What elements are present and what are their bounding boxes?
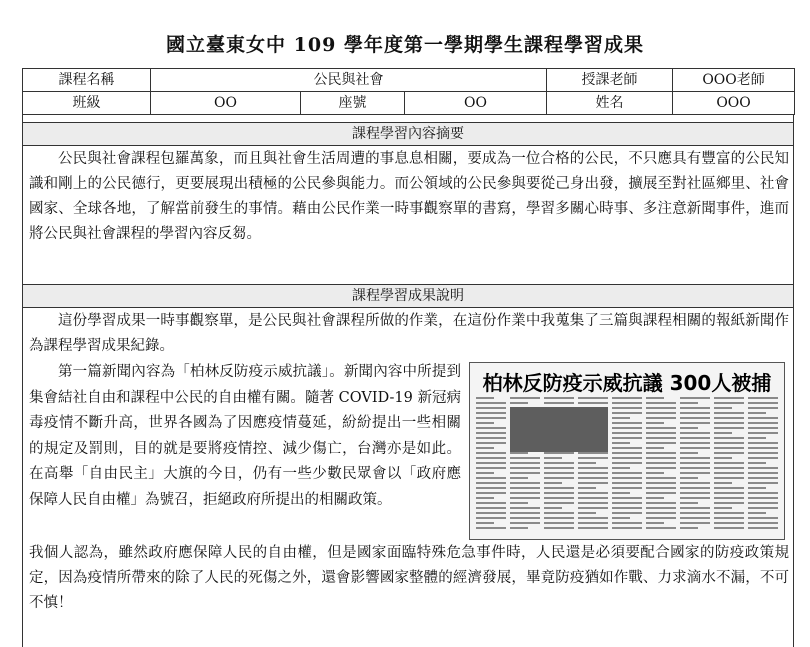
clipping-text-line [476, 527, 506, 529]
clipping-text-line [476, 457, 506, 459]
summary-heading: 課程學習內容摘要 [23, 122, 793, 146]
page-title: 國立臺東女中 109 學年度第一學期學生課程學習成果 [166, 34, 644, 56]
clipping-text-line [612, 407, 642, 409]
clipping-text-line [578, 487, 596, 489]
clipping-text-line [544, 477, 574, 479]
clipping-text-line [748, 432, 778, 434]
clipping-text-line [748, 422, 778, 424]
clipping-text-line [748, 467, 778, 469]
class-value: OO [151, 92, 301, 115]
clipping-text-line [714, 517, 744, 519]
clipping-text-line [476, 442, 506, 444]
clipping-text-line [748, 472, 778, 474]
clipping-text-line [612, 482, 642, 484]
clipping-body-text [476, 397, 778, 533]
clipping-text-line [748, 402, 778, 404]
clipping-text-line [714, 432, 732, 434]
teacher-label: 授課老師 [547, 69, 673, 92]
student-name-label: 姓名 [547, 92, 673, 115]
clipping-text-line [612, 507, 642, 509]
clipping-text-line [748, 497, 778, 499]
clipping-text-line [646, 412, 676, 414]
clipping-text-line [680, 417, 710, 419]
clipping-text-line [510, 462, 540, 464]
clipping-text-line [510, 397, 540, 399]
clipping-text-line [544, 512, 574, 514]
clipping-text-line [748, 407, 778, 409]
clipping-text-line [680, 497, 710, 499]
clipping-text-line [714, 422, 744, 424]
clipping-text-line [714, 447, 744, 449]
results-intro: 這份學習成果一時事觀察單，是公民與社會課程所做的作業，在這份作業中我蒐集了三篇與課程相關的報紙新聞作為課程學習成果紀錄。 [29, 313, 789, 354]
clipping-text-line [612, 437, 642, 439]
clipping-text-line [510, 457, 540, 459]
clipping-text-line [544, 502, 574, 504]
clipping-text-line [714, 482, 732, 484]
clipping-text-line [680, 507, 710, 509]
clipping-text-line [680, 517, 710, 519]
clipping-text-line [714, 397, 744, 399]
clipping-text-line [544, 527, 574, 529]
clipping-text-line [612, 527, 642, 529]
clipping-text-line [476, 402, 506, 404]
clipping-text-line [578, 477, 608, 479]
clipping-text-line [476, 417, 506, 419]
clipping-text-line [714, 412, 744, 414]
clipping-text-line [646, 492, 676, 494]
clipping-text-line [578, 517, 608, 519]
clipping-text-line [578, 492, 608, 494]
clipping-text-line [544, 492, 574, 494]
clipping-text-line [612, 517, 630, 519]
newspaper-clipping [469, 362, 785, 540]
results-heading: 課程學習成果說明 [23, 284, 793, 308]
clipping-text-line [476, 437, 506, 439]
clipping-text-line [646, 422, 664, 424]
clipping-text-line [476, 482, 506, 484]
clipping-text-line [680, 432, 710, 434]
clipping-text-line [612, 502, 642, 504]
clipping-text-line [646, 407, 676, 409]
clipping-text-line [544, 497, 574, 499]
clipping-text-line [714, 462, 744, 464]
clipping-text-line [612, 397, 642, 399]
clipping-text-line [714, 442, 744, 444]
clipping-text-line [510, 487, 540, 489]
clipping-text-line [748, 522, 778, 524]
clipping-headline: 柏林反防疫示威抗議 300人被捕 [482, 371, 772, 395]
clipping-text-line [680, 502, 698, 504]
clipping-text-line [510, 472, 540, 474]
clipping-text-line [646, 472, 664, 474]
clipping-text-line [646, 447, 664, 449]
clipping-text-line [714, 527, 744, 529]
clipping-text-line [680, 447, 710, 449]
clipping-text-line [578, 402, 608, 404]
course-name-label: 課程名稱 [23, 69, 151, 92]
clipping-text-line [476, 472, 494, 474]
clipping-text-line [510, 527, 528, 529]
clipping-text-line [680, 452, 698, 454]
clipping-text-line [646, 427, 676, 429]
clipping-text-line [714, 497, 744, 499]
clipping-text-line [748, 512, 766, 514]
clipping-text-line [748, 502, 778, 504]
clipping-text-line [578, 512, 596, 514]
clipping-text-line [646, 432, 676, 434]
clipping-text-line [510, 467, 540, 469]
clipping-text-line [510, 492, 540, 494]
clipping-text-line [714, 487, 744, 489]
clipping-text-line [748, 437, 766, 439]
clipping-text-line [544, 472, 574, 474]
clipping-text-line [748, 462, 766, 464]
clipping-text-line [476, 412, 506, 414]
seat-value: OO [405, 92, 547, 115]
clipping-text-line [510, 522, 540, 524]
clipping-text-line [544, 397, 574, 399]
clipping-text-line [680, 492, 710, 494]
clipping-text-line [544, 452, 574, 454]
clipping-text-line [680, 487, 710, 489]
clipping-text-line [646, 477, 676, 479]
student-name-value: OOO [673, 92, 795, 115]
seat-label: 座號 [301, 92, 405, 115]
clipping-text-line [680, 442, 710, 444]
clipping-text-line [612, 422, 642, 424]
clipping-text-line [680, 477, 698, 479]
clipping-text-line [510, 402, 528, 404]
clipping-text-line [544, 457, 562, 459]
clipping-text-line [578, 527, 608, 529]
article-one-text: 第一篇新聞內容為「柏林反防疫示威抗議」。新聞內容中所提到集會結社自由和課程中公民的自由權有關。隨著 COVID-19 新冠病毒疫情不斷升高，世界各國為了因應疫情蔓延，紛紛提出一些相關的規定及罰則，目的就是要將疫情控、減少傷亡，台灣亦是如此。在高舉「自由民主」大旗的今日，仍有一些少數民眾會以「政府應保障人民自由權」為號召，拒絕政府所提出的相關政策。 [29, 364, 461, 508]
clipping-text-line [680, 467, 710, 469]
clipping-text-line [578, 467, 608, 469]
clipping-text-line [748, 492, 778, 494]
clipping-text-line [646, 487, 676, 489]
clipping-text-line [578, 522, 608, 524]
clipping-text-line [646, 437, 676, 439]
clipping-text-line [748, 507, 778, 509]
clipping-text-line [680, 402, 698, 404]
clipping-text-line [748, 517, 778, 519]
course-name-value: 公民與社會 [151, 69, 547, 92]
clipping-text-line [510, 517, 540, 519]
clipping-text-line [646, 512, 676, 514]
clipping-text-line [510, 507, 540, 509]
clipping-text-line [680, 422, 710, 424]
clipping-text-line [646, 507, 676, 509]
clipping-text-line [612, 512, 642, 514]
clipping-text-line [476, 422, 494, 424]
clipping-text-line [646, 462, 676, 464]
clipping-text-line [476, 452, 506, 454]
clipping-text-line [748, 442, 778, 444]
clipping-text-line [476, 497, 494, 499]
clipping-text-line [544, 507, 562, 509]
clipping-text-line [612, 402, 642, 404]
clipping-text-line [612, 452, 642, 454]
clipping-text-line [646, 397, 664, 399]
clipping-text-line [714, 492, 744, 494]
clipping-text-line [714, 427, 744, 429]
clipping-text-line [646, 482, 676, 484]
clipping-text-line [714, 452, 744, 454]
clipping-text-line [578, 497, 608, 499]
clipping-text-line [748, 447, 778, 449]
clipping-text-line [476, 477, 506, 479]
clipping-text-line [680, 437, 710, 439]
clipping-text-line [544, 402, 574, 404]
clipping-text-line [612, 467, 630, 469]
clipping-text-line [476, 427, 506, 429]
clipping-text-line [612, 447, 642, 449]
clipping-text-line [714, 507, 732, 509]
clipping-text-line [680, 457, 710, 459]
clipping-text-line [748, 482, 778, 484]
clipping-text-line [476, 397, 494, 399]
clipping-text-line [612, 457, 642, 459]
class-label: 班級 [23, 92, 151, 115]
clipping-text-line [612, 492, 630, 494]
clipping-text-line [476, 507, 506, 509]
clipping-text-line [476, 462, 506, 464]
clipping-text-line [646, 417, 676, 419]
clipping-text-line [714, 467, 744, 469]
clipping-text-line [680, 397, 710, 399]
clipping-text-line [612, 472, 642, 474]
summary-text: 公民與社會課程包羅萬象，而且與社會生活周遭的事息息相關，要成為一位合格的公民，不只應具有豐富的公民知識和剛上的公民德行，更要展現出積極的公民參與能力。而公領域的公民參與要從己身出發，擴展至對社區鄉里、社會國家、全球各地，了解當前發生的事情。藉由公民作業一時事觀察單的書寫，學習多關心時事、多注意新聞事件，進而將公民與社會課程的學習內容反芻。 [29, 151, 789, 242]
clipping-text-line [510, 502, 528, 504]
clipping-text-line [544, 482, 562, 484]
course-info-row-1 [23, 69, 795, 92]
clipping-text-line [544, 487, 574, 489]
clipping-text-line [748, 457, 778, 459]
clipping-text-line [578, 472, 608, 474]
course-info-row-2 [23, 92, 795, 115]
clipping-text-line [510, 452, 528, 454]
clipping-text-line [680, 527, 698, 529]
clipping-text-line [646, 452, 676, 454]
clipping-text-line [476, 407, 506, 409]
clipping-text-line [544, 467, 574, 469]
clipping-text-line [714, 522, 744, 524]
clipping-text-line [476, 502, 506, 504]
clipping-text-line [510, 477, 528, 479]
clipping-text-line [476, 432, 506, 434]
clipping-text-line [476, 492, 506, 494]
clipping-text-line [612, 522, 642, 524]
clipping-text-line [578, 507, 608, 509]
clipping-text-line [646, 522, 664, 524]
clipping-text-line [510, 482, 540, 484]
clipping-text-line [510, 512, 540, 514]
clipping-text-line [578, 452, 608, 454]
clipping-text-line [680, 482, 710, 484]
clipping-text-line [680, 407, 710, 409]
clipping-text-line [612, 417, 630, 419]
clipping-text-line [646, 402, 676, 404]
clipping-text-line [714, 407, 732, 409]
clipping-text-line [612, 427, 642, 429]
clipping-text-line [578, 457, 608, 459]
clipping-text-line [476, 487, 506, 489]
clipping-text-line [476, 522, 494, 524]
clipping-text-line [612, 432, 642, 434]
content-frame [22, 114, 794, 647]
clipping-text-line [646, 497, 664, 499]
clipping-text-line [578, 462, 596, 464]
clipping-text-line [748, 427, 778, 429]
clipping-text-line [612, 497, 642, 499]
clipping-text-line [578, 482, 608, 484]
clipping-photo [510, 407, 608, 452]
clipping-text-line [476, 467, 506, 469]
clipping-text-line [612, 462, 642, 464]
clipping-text-line [680, 427, 698, 429]
clipping-text-line [748, 417, 778, 419]
clipping-text-line [714, 472, 744, 474]
clipping-text-line [680, 462, 710, 464]
clipping-text-line [646, 467, 676, 469]
clipping-text-line [714, 477, 744, 479]
clipping-text-line [476, 512, 506, 514]
clipping-text-line [748, 477, 778, 479]
clipping-text-line [510, 497, 540, 499]
clipping-text-line [646, 457, 676, 459]
clipping-text-line [748, 397, 778, 399]
clipping-text-line [612, 442, 630, 444]
clipping-text-line [646, 517, 676, 519]
clipping-text-line [680, 512, 710, 514]
clipping-text-line [544, 517, 574, 519]
clipping-text-line [544, 522, 574, 524]
clipping-text-line [476, 517, 506, 519]
clipping-text-line [714, 402, 744, 404]
teacher-value: OOO老師 [673, 69, 795, 92]
clipping-text-line [646, 527, 676, 529]
clipping-text-line [680, 472, 710, 474]
clipping-text-line [612, 412, 642, 414]
clipping-text-line [714, 417, 744, 419]
course-info-table [22, 68, 795, 115]
clipping-text-line [748, 412, 766, 414]
opinion-text: 我個人認為，雖然政府應保障人民的自由權，但是國家面臨特殊危急事件時，人民還是必須要配合國家的防疫政策規定，因為疫情所帶來的除了人民的死傷之外，還會影響國家整體的經濟發展，畢竟防疫猶如作戰、力求滴水不漏，不可不慎！ [29, 545, 789, 611]
clipping-text-line [578, 397, 608, 399]
clipping-text-line [612, 477, 642, 479]
clipping-text-line [544, 462, 574, 464]
clipping-text-line [646, 502, 676, 504]
clipping-text-line [714, 502, 744, 504]
clipping-text-line [646, 442, 676, 444]
clipping-text-line [714, 457, 732, 459]
clipping-text-line [748, 487, 766, 489]
clipping-text-line [578, 502, 608, 504]
clipping-text-line [476, 447, 494, 449]
clipping-text-line [680, 522, 710, 524]
clipping-text-line [748, 527, 778, 529]
clipping-text-line [714, 512, 744, 514]
clipping-text-line [748, 452, 778, 454]
clipping-text-line [680, 412, 710, 414]
clipping-text-line [714, 437, 744, 439]
clipping-text-line [612, 487, 642, 489]
